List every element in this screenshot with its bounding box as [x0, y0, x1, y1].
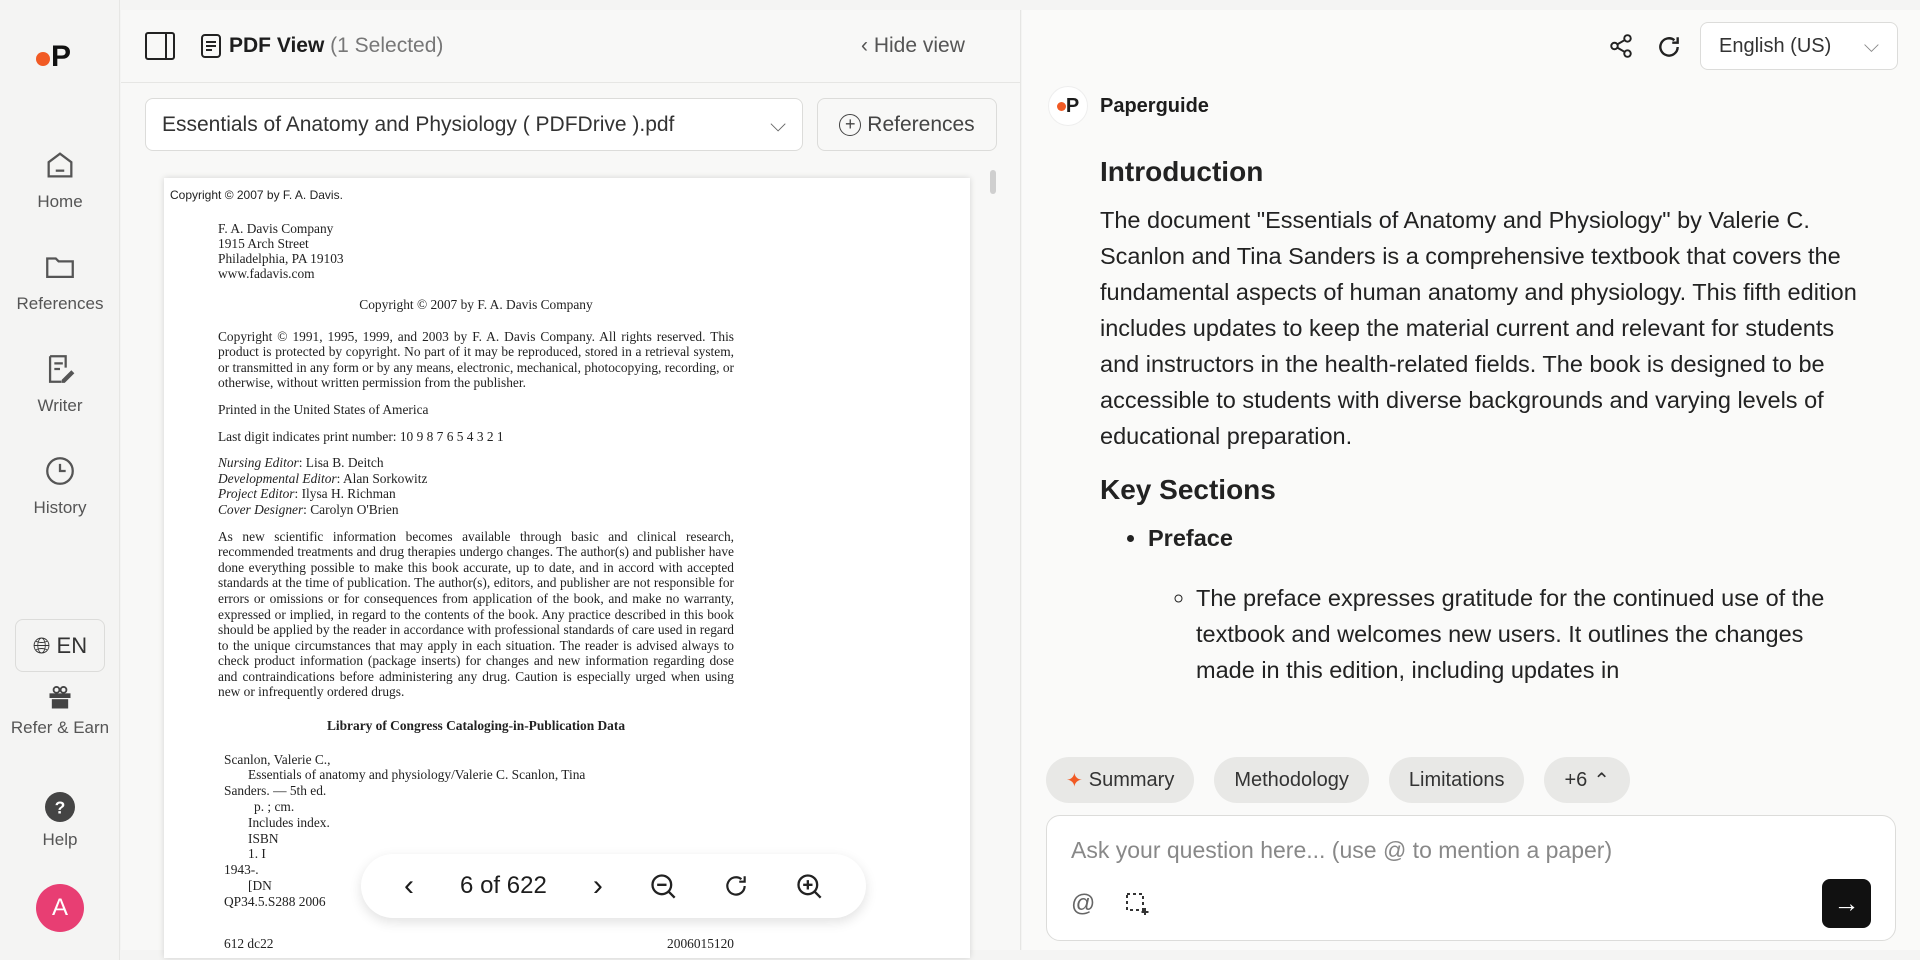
bot-name: Paperguide [1100, 94, 1209, 117]
sidebar-item-home[interactable] [0, 148, 120, 212]
sidebar-item-references[interactable] [0, 250, 120, 314]
send-button[interactable] [1822, 879, 1871, 928]
folder-icon [43, 250, 77, 284]
editor-name: : Ilysa H. Richman [294, 486, 396, 502]
cip-line: Sanders. — 5th ed. [224, 783, 327, 799]
language-label: EN [56, 632, 88, 658]
pdf-header [121, 10, 1021, 83]
plus-circle-icon: + [839, 114, 861, 136]
copyright-center: Copyright © 2007 by F. A. Davis Company [359, 297, 593, 312]
select-area-icon[interactable] [1125, 892, 1149, 916]
page-navigator [361, 854, 866, 918]
clock-icon [43, 454, 77, 488]
editor-role: Cover Designer [218, 501, 304, 517]
globe-icon: 🌐︎ [32, 632, 51, 658]
chip-more[interactable]: +6 ⌃ [1544, 757, 1630, 803]
chevron-down-icon: ⌵ [1863, 34, 1879, 57]
cip-last-row [224, 936, 734, 952]
chip-summary[interactable]: ✦ Summary [1046, 757, 1194, 803]
disclaimer-text: As new scientific information becomes available through basic and clinical research, recommended treatments and drug therapies undergo changes. The author(s) and publisher have done everything possible to make this book accurate, up to date, and in accord with accepted standards at the time of publication. The author(s), editors, and publisher are not responsible for errors or omissions or for consequences from application of the book, and make no warranty, expressed or implied, in regard to the contents of the book. Any practice described in this book should be applied by the reader in accordance with professional standards of care used in regard to the unique circumstances that may apply in each situation. The reader is advised always to check product information (package inserts) for changes and new information regarding dose and contraindications before administering any drug. Caution is especially urged when using new or infrequently ordered drugs. [218, 528, 734, 700]
sidebar [0, 0, 120, 960]
zoom-in-icon[interactable] [795, 872, 823, 900]
cip-line: 612 dc22 [224, 936, 274, 952]
help-button[interactable] [0, 792, 120, 850]
svg-text:?: ? [54, 797, 66, 818]
refer-earn-button[interactable] [0, 684, 120, 738]
sidebar-item-writer[interactable] [0, 352, 120, 416]
help-icon [45, 792, 75, 822]
cip-line: 1943-. [224, 862, 259, 878]
paperguide-logo: P [1048, 86, 1088, 126]
editor-role: Developmental Editor [218, 470, 337, 486]
section-item: • Preface ◦ The preface expresses gratitude for the continued use of the textbook and welcomes new users. It outlines the changes made in this edition, including updates in [1148, 520, 1860, 688]
home-icon [43, 148, 77, 182]
prev-page-button[interactable]: ‹ [404, 869, 415, 902]
pdf-panel [121, 10, 1021, 950]
cip-number: 2006015120 [667, 936, 734, 952]
address-line: www.fadavis.com [218, 266, 315, 281]
address-line: 1915 Arch Street [218, 236, 309, 251]
cip-title: Library of Congress Cataloging-in-Publication Data [326, 718, 626, 734]
avatar[interactable]: A [36, 884, 84, 932]
pdf-view-title: PDF View (1 Selected) [229, 34, 444, 57]
language-select[interactable]: English (US) ⌵ [1700, 22, 1898, 70]
address-line: Philadelphia, PA 19103 [218, 251, 344, 266]
gift-icon [45, 684, 75, 712]
editor-role: Nursing Editor [218, 455, 299, 471]
cip-line: ISBN [248, 830, 279, 846]
chevron-down-icon: ⌵ [770, 112, 786, 136]
sidebar-item-label: Home [37, 192, 83, 211]
chip-methodology[interactable]: Methodology [1214, 757, 1369, 803]
question-box [1046, 815, 1896, 941]
rotate-icon[interactable] [723, 873, 749, 899]
app-logo[interactable]: P [36, 40, 71, 74]
file-select[interactable]: Essentials of Anatomy and Physiology ( PDFDrive ).pdf ⌵ [145, 98, 803, 151]
cip-line: [DN [248, 878, 272, 894]
printed-text: Printed in the United States of America [218, 401, 429, 417]
language-button[interactable] [15, 619, 105, 672]
address-line: F. A. Davis Company [218, 221, 334, 236]
refresh-icon[interactable] [1656, 34, 1682, 60]
chevron-up-icon: ⌃ [1593, 769, 1611, 792]
key-sections-heading: Key Sections [1100, 474, 1276, 505]
chip-limitations[interactable]: Limitations [1389, 757, 1525, 803]
cip-line: Essentials of anatomy and physiology/Valerie C. Scanlon, Tina [248, 767, 586, 783]
editor-name: : Lisa B. Deitch [298, 455, 384, 471]
writer-icon [43, 352, 77, 386]
cip-line: Includes index. [248, 814, 330, 830]
sidebar-item-label: References [16, 294, 104, 313]
zoom-out-icon[interactable] [649, 872, 677, 900]
page-header-text: Copyright © 2007 by F. A. Davis. [170, 188, 343, 202]
editor-name: : Alan Sorkowitz [336, 470, 428, 486]
cip-line: QP34.5.S288 2006 [224, 893, 326, 909]
section-text: ◦ The preface expresses gratitude for the continued use of the textbook and welcomes new users. It outlines the changes made in this edition, including updates in [1196, 580, 1860, 688]
bot-header [1048, 86, 1209, 126]
hide-view-button[interactable]: ‹ Hide view [861, 34, 965, 57]
intro-text: The document "Essentials of Anatomy and Physiology" by Valerie C. Scanlon and Tina Sanders is a comprehensive textbook that covers the fundamental aspects of human anatomy and physiology. This fifth edition includes updates to keep the material current and relevant for students and instructors in the health-related fields. The book is designed to be accessible to students with diverse backgrounds and varying levels of educational preparation. [1100, 207, 1857, 449]
refer-label: Refer & Earn [10, 718, 110, 737]
cip-line: Scanlon, Valerie C., [224, 751, 331, 767]
pdf-page [164, 178, 970, 958]
arrow-right-icon: → [1833, 888, 1860, 918]
sparkle-icon: ✦ [1066, 769, 1083, 792]
editor-name: : Carolyn O'Brien [303, 501, 399, 517]
editor-role: Project Editor [218, 486, 295, 502]
intro-heading: Introduction [1100, 156, 1264, 187]
references-button[interactable]: + References [817, 98, 997, 151]
mention-icon[interactable]: @ [1071, 890, 1096, 917]
cip-line: p. ; cm. [254, 799, 295, 815]
next-page-button[interactable]: › [592, 869, 603, 902]
pdf-scrollbar[interactable] [990, 170, 996, 194]
page-indicator: 6 of 622 [460, 872, 547, 899]
sidebar-item-history[interactable] [0, 454, 120, 518]
chevron-left-icon: ‹ [861, 34, 868, 57]
share-icon[interactable] [1608, 33, 1634, 59]
chat-panel [1022, 10, 1920, 950]
answer-content [1100, 148, 1860, 750]
question-input[interactable] [1071, 830, 1851, 870]
sidebar-toggle-icon[interactable] [145, 32, 175, 60]
print-number-text: Last digit indicates print number: 10 9 8 7 6 5 4 3 2 1 [218, 428, 504, 444]
help-label: Help [42, 830, 78, 849]
sidebar-item-label: Writer [37, 396, 83, 415]
document-icon [201, 34, 221, 58]
sidebar-item-label: History [33, 498, 87, 517]
cip-line: 1. I [248, 846, 266, 862]
rights-text: Copyright © 1991, 1995, 1999, and 2003 by F. A. Davis Company. All rights reserved. This product is protected by copyright. No part of it may be reproduced, stored in a retrieval system, or transmitted in any form or by any means, electronic, mechanical, photocopying, recording, or otherwise, without written permission from the publisher. [218, 328, 734, 391]
suggestion-chips [1046, 757, 1630, 803]
